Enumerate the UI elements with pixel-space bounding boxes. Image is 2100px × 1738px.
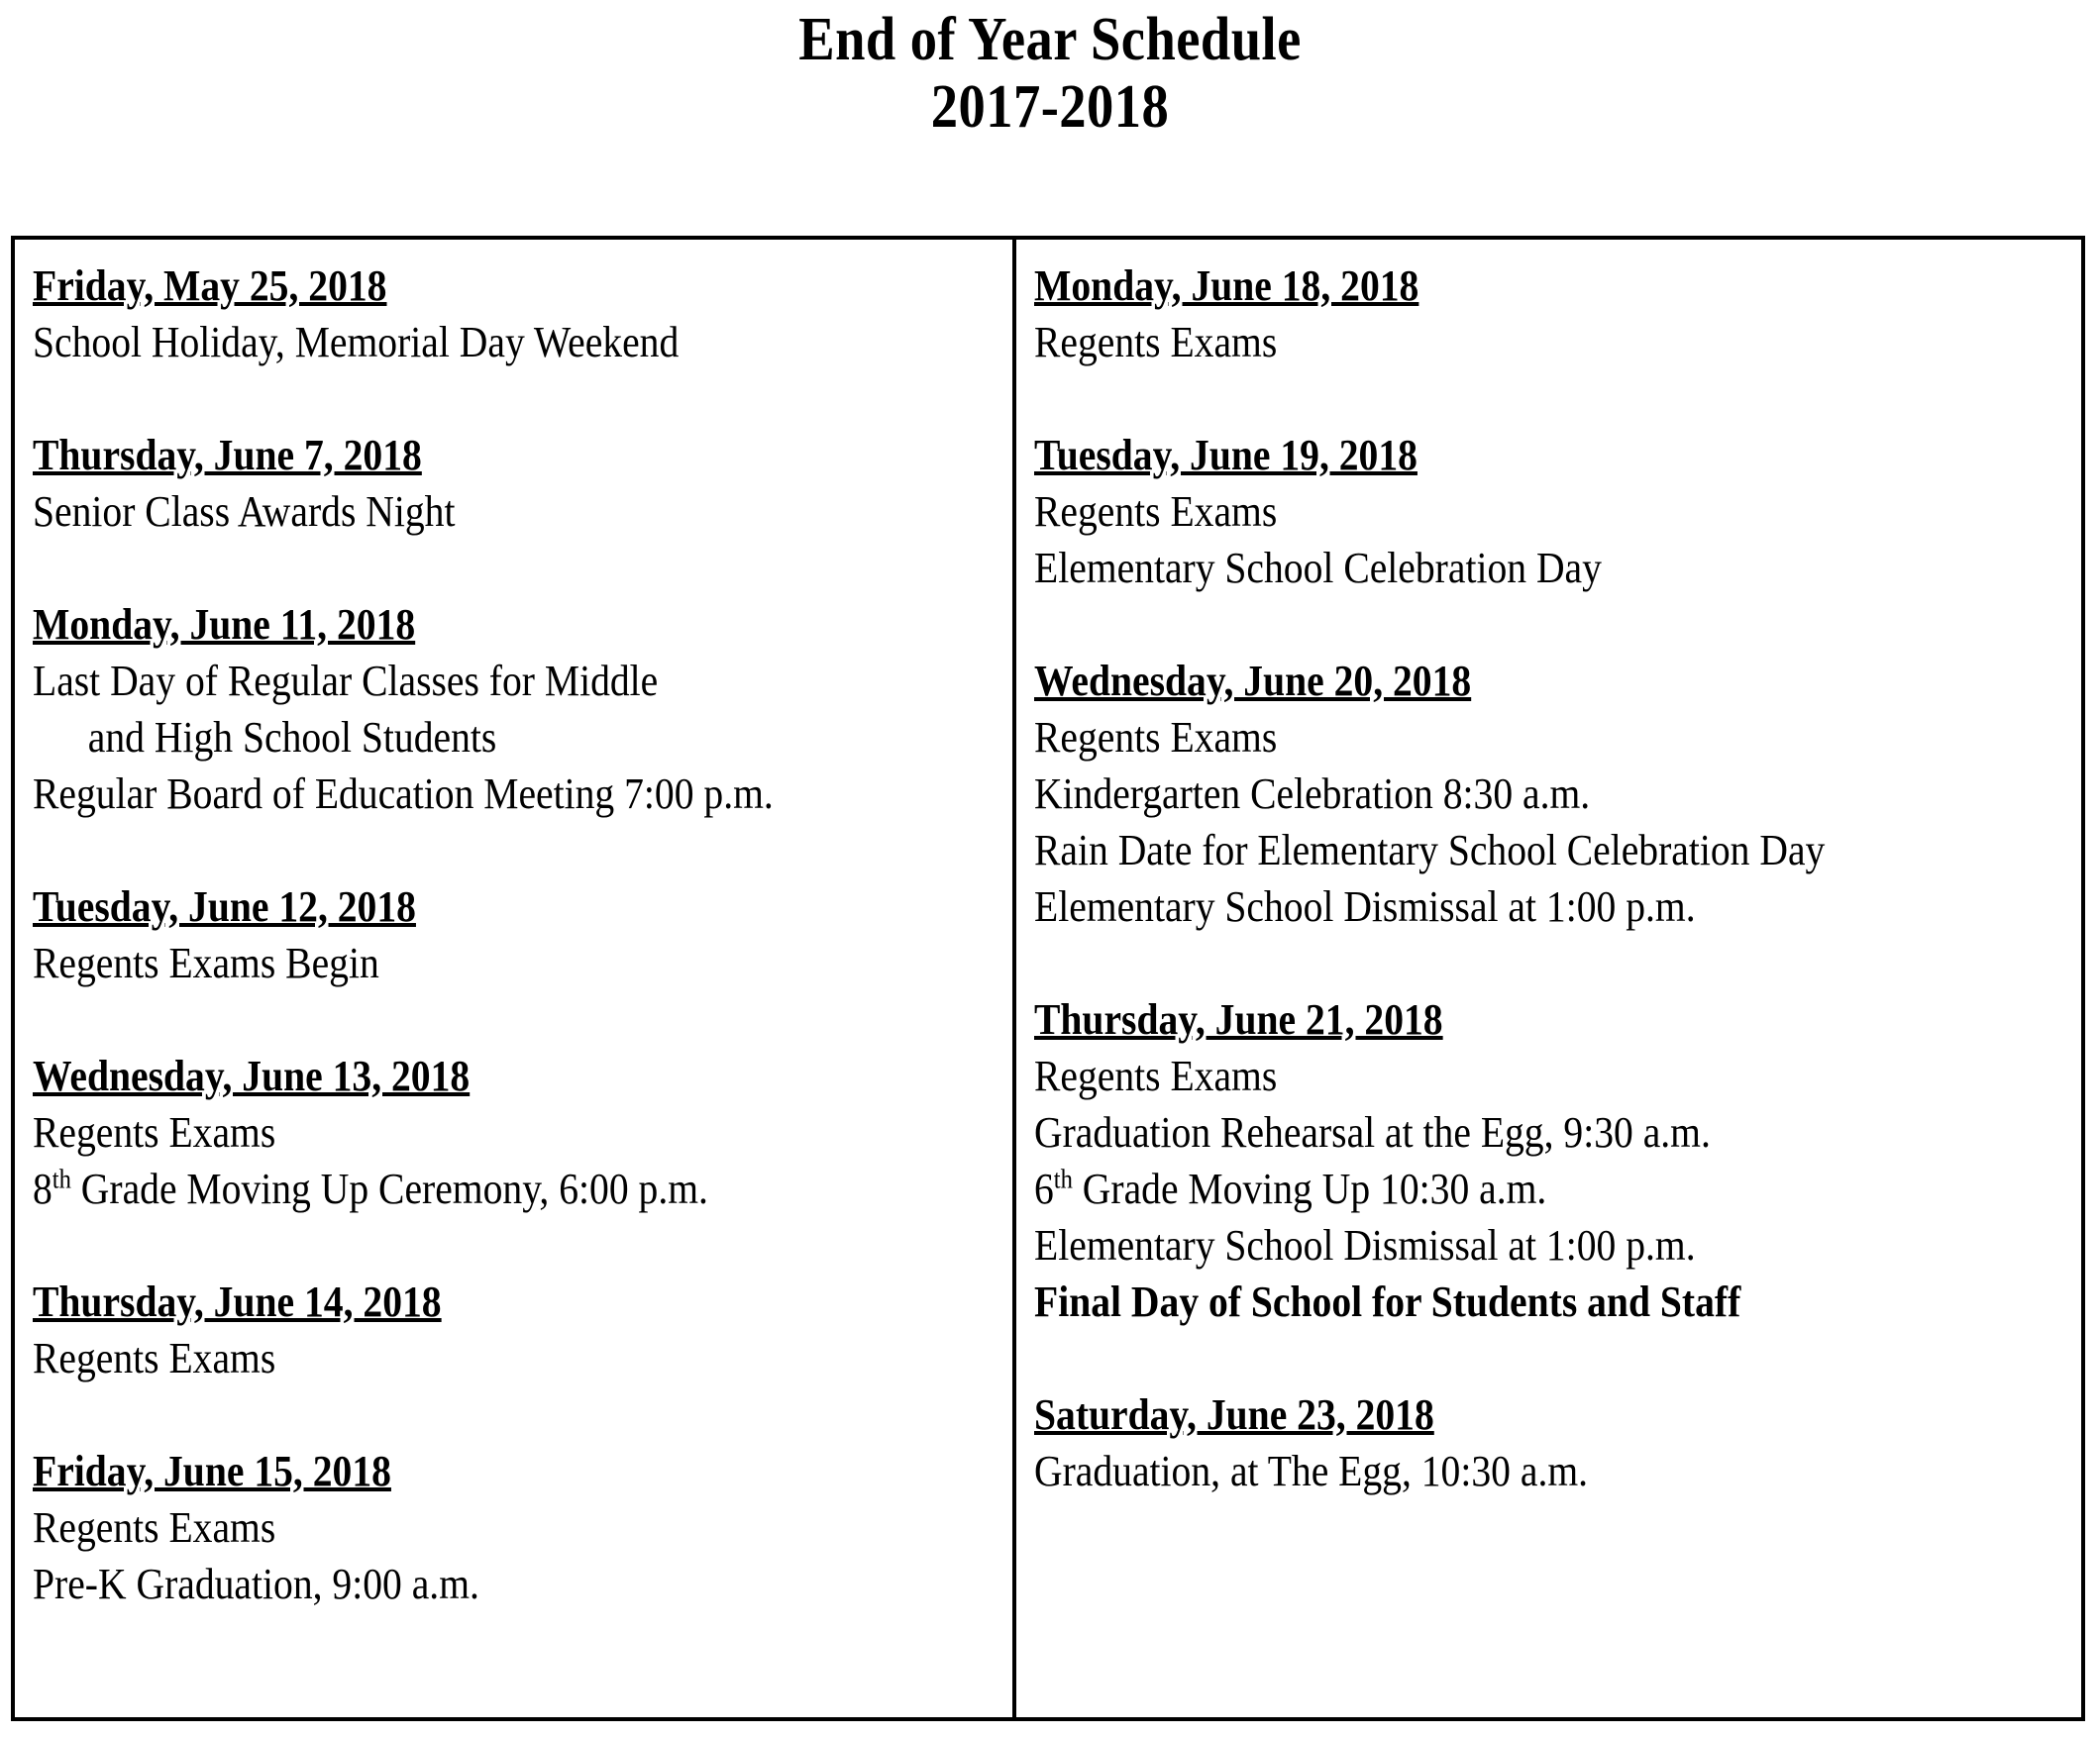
entry-event-line: Regents Exams Begin xyxy=(33,939,379,987)
entry-date-heading: Monday, June 18, 2018 xyxy=(1034,261,1419,310)
schedule-table xyxy=(11,236,2085,1721)
schedule-entry xyxy=(33,596,998,822)
schedule-entry xyxy=(33,1048,998,1217)
schedule-entry xyxy=(33,878,998,991)
entry-date-heading: Wednesday, June 20, 2018 xyxy=(1034,657,1472,705)
entry-date-heading: Friday, June 15, 2018 xyxy=(33,1447,391,1495)
schedule-entry xyxy=(33,257,998,370)
entry-date-heading: Monday, June 11, 2018 xyxy=(33,600,416,649)
entry-event-line: Elementary School Celebration Day xyxy=(1034,544,1602,592)
entry-date-heading: Thursday, June 7, 2018 xyxy=(33,431,422,479)
entry-date-heading: Thursday, June 21, 2018 xyxy=(1034,995,1443,1044)
entry-event-line: Regular Board of Education Meeting 7:00 p.m. xyxy=(33,769,774,818)
entry-event-line: Regents Exams xyxy=(1034,487,1278,536)
entry-event-line: Graduation, at The Egg, 10:30 a.m. xyxy=(1034,1447,1589,1495)
entry-event-line: Regents Exams xyxy=(1034,713,1278,762)
entry-event-line: Regents Exams xyxy=(1034,318,1278,366)
entry-date-heading: Saturday, June 23, 2018 xyxy=(1034,1390,1434,1439)
entry-event-line: and High School Students xyxy=(87,713,497,762)
schedule-column-left xyxy=(15,240,1016,1717)
entry-event-line: Graduation Rehearsal at the Egg, 9:30 a.m. xyxy=(1034,1108,1711,1157)
schedule-entry xyxy=(33,1443,998,1612)
schedule-entry xyxy=(1034,991,2067,1330)
ordinal-superscript: th xyxy=(1053,1164,1073,1194)
title-line-school-year: 2017-2018 xyxy=(930,73,1170,141)
entry-event-line: Regents Exams xyxy=(1034,1052,1278,1100)
entry-date-heading: Thursday, June 14, 2018 xyxy=(33,1278,442,1326)
schedule-entry xyxy=(1034,1386,2067,1499)
entry-event-line: 8th Grade Moving Up Ceremony, 6:00 p.m. xyxy=(33,1164,708,1213)
entry-event-line: Elementary School Dismissal at 1:00 p.m. xyxy=(1034,1221,1696,1270)
entry-date-heading: Tuesday, June 12, 2018 xyxy=(33,882,416,931)
entry-event-line: Regents Exams xyxy=(33,1334,276,1382)
entry-event-line: School Holiday, Memorial Day Weekend xyxy=(33,318,680,366)
schedule-column-right xyxy=(1016,240,2081,1717)
entry-event-line: Pre-K Graduation, 9:00 a.m. xyxy=(33,1560,479,1608)
ordinal-superscript: th xyxy=(52,1164,71,1194)
entry-date-heading: Friday, May 25, 2018 xyxy=(33,261,387,310)
entry-event-line: Final Day of School for Students and Staff xyxy=(1034,1278,1741,1326)
entry-event-line: Kindergarten Celebration 8:30 a.m. xyxy=(1034,769,1591,818)
schedule-entry xyxy=(1034,427,2067,596)
entry-event-line: Elementary School Dismissal at 1:00 p.m. xyxy=(1034,882,1696,931)
entry-event-line: Last Day of Regular Classes for Middle xyxy=(33,657,659,705)
entry-event-line: Regents Exams xyxy=(33,1503,276,1552)
schedule-entry xyxy=(33,427,998,540)
entry-date-heading: Tuesday, June 19, 2018 xyxy=(1034,431,1418,479)
entry-event-line: 6th Grade Moving Up 10:30 a.m. xyxy=(1034,1164,1547,1213)
entry-event-line: Senior Class Awards Night xyxy=(33,487,456,536)
schedule-entry xyxy=(33,1274,998,1386)
page-title xyxy=(0,6,2100,141)
title-line-primary: End of Year Schedule xyxy=(798,6,1302,73)
entry-event-line: Regents Exams xyxy=(33,1108,276,1157)
entry-date-heading: Wednesday, June 13, 2018 xyxy=(33,1052,471,1100)
entry-event-line: Rain Date for Elementary School Celebration Day xyxy=(1034,826,1826,874)
schedule-entry xyxy=(1034,653,2067,935)
schedule-entry xyxy=(1034,257,2067,370)
